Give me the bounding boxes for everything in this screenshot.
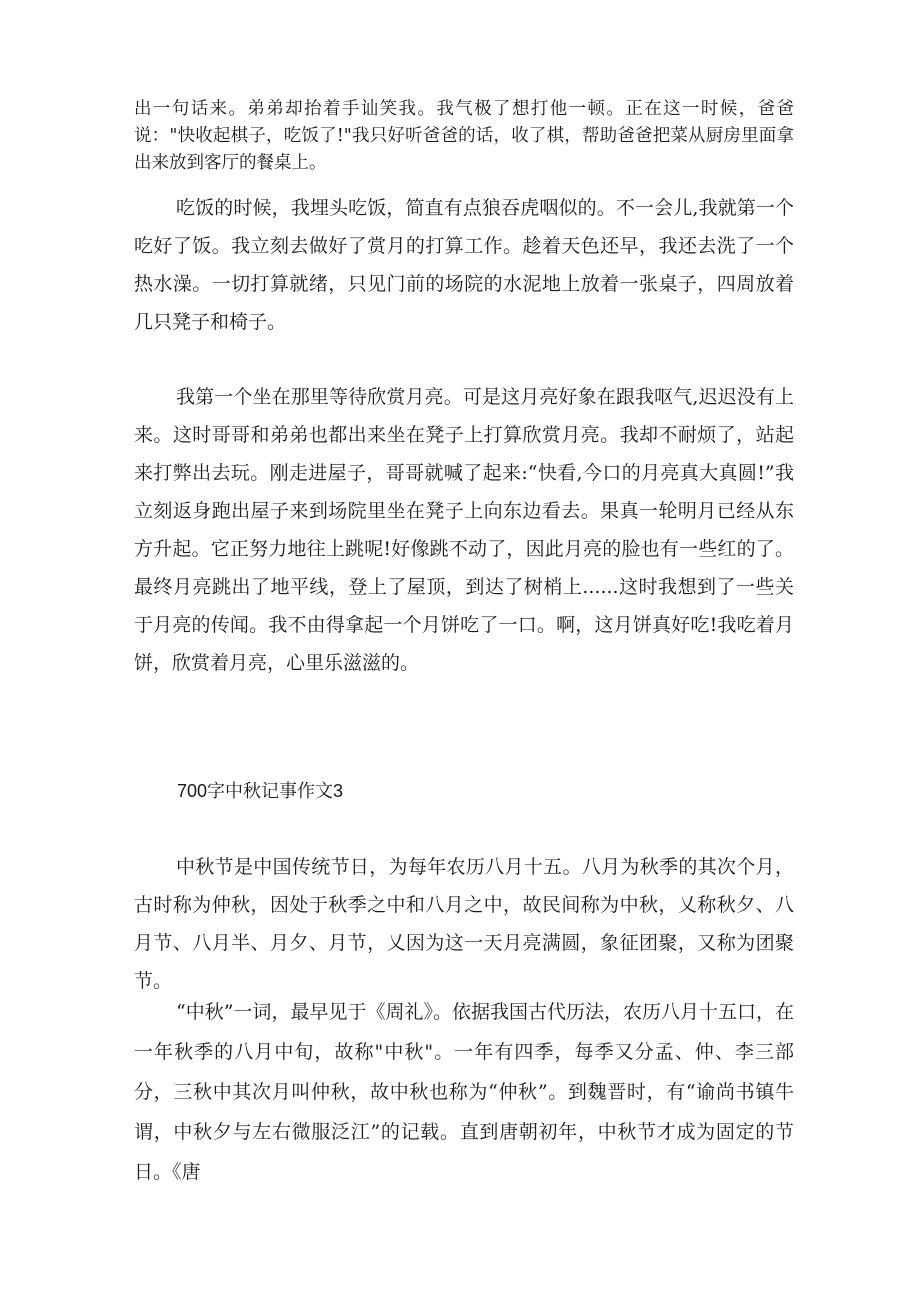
paragraph-3: 我第一个坐在那里等待欣赏月亮。可是这月亮好象在跟我呕气,迟迟没有上来。这时哥哥和弟弟也都出来坐在凳子上打算欣赏月亮。我却不耐烦了，站起来打弊出去玩。刚走进屋子，哥哥就喊了起来:“快看,今口的月亮真大真圆!”我立刻返身跑出屋子来到场院里坐在凳子上向东边看去。果真一轮明月已经从东方升起。它正努力地往上跳呢!好像跳不动了，因此月亮的脸也有一些红的了。最终月亮跳出了地平线，登上了屋顶，到达了树梢上......这时我想到了一些关于月亮的传闻。我不由得拿起一个月饼吃了一口。啊，这月饼真好吃!我吃着月饼，欣赏着月亮，心里乐滋滋的。: [134, 386, 794, 674]
paragraph-2: 吃饭的时候，我埋头吃饭，简直有点狼吞虎咽似的。不一会儿,我就第一个吃好了饭。我立刻去做好了赏月的打算工作。趁着天色还早，我还去洗了一个热水澡。一切打算就绪，只见门前的场院的水泥地上放着一张桌子，四周放着几只凳子和椅子。: [134, 197, 794, 333]
paragraph-1: 出一句话来。弟弟却抬着手讪笑我。我气极了想打他一顿。正在这一时候，爸爸说："快收起棋子，吃饭了!"我只好听爸爸的话，收了棋，帮助爸爸把菜从厨房里面拿出来放到客厅的餐桌上。: [134, 99, 794, 173]
paragraph-5: “中秋”一词，最早见于《周礼》。依据我国古代历法，农历八月十五口，在一年秋季的八月中旬，故称"中秋"。一年有四季，每季又分孟、仲、李三部分，三秋中其次月叫仲秋，故中秋也称为“仲秋”。到魏晋时，有“谕尚书镇牛谓，中秋夕与左右微服泛江”的记载。直到唐朝初年，中秋节才成为固定的节日。《唐: [134, 1001, 794, 1183]
paragraph-4: 中秋节是中国传统节日，为每年农历八月十五。八月为秋季的其次个月，古时称为仲秋，因处于秋季之中和八月之中，故民间称为中秋，乂称秋夕、八月节、八月半、月夕、月节，乂因为这一天月亮满圆，象征团聚，又称为团聚节。: [134, 856, 794, 992]
section-heading: 700字中秋记事作文3: [177, 781, 344, 801]
